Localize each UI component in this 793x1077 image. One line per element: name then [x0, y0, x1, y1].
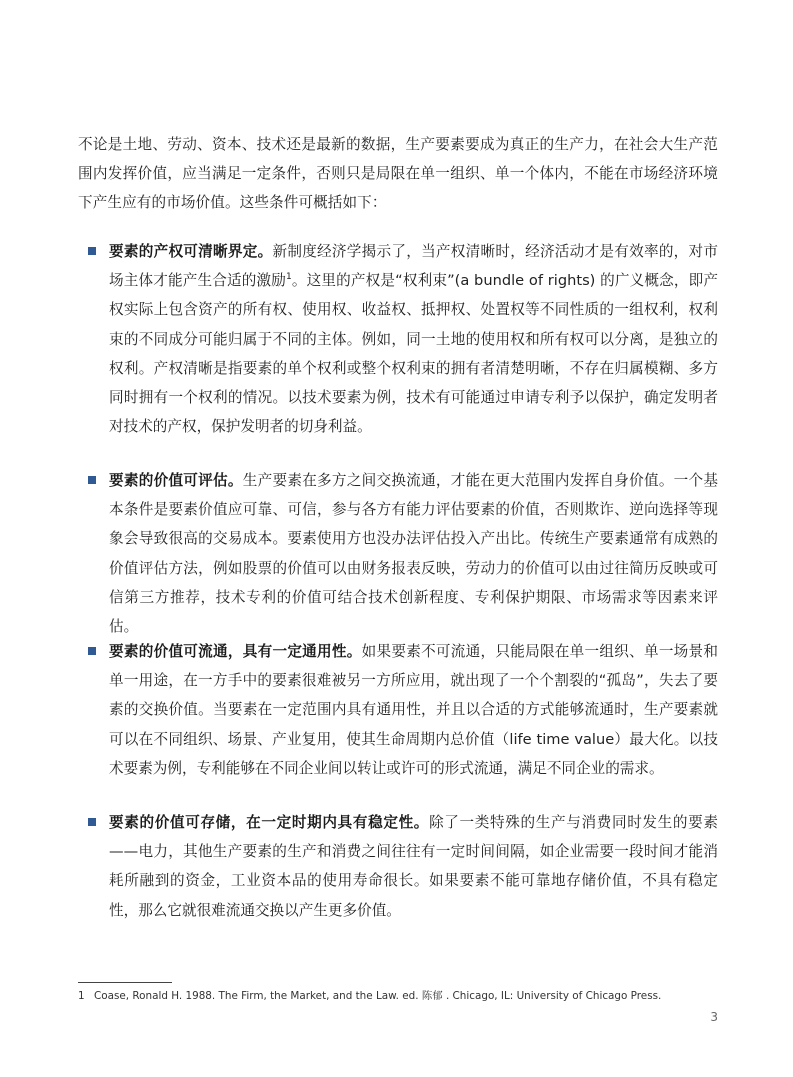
- list-item-property-rights: [88, 237, 718, 441]
- footnote-number: 1: [78, 990, 85, 1002]
- list-item-value-circulable: [88, 637, 718, 783]
- footnote-text: Coase, Ronald H. 1988. The Firm, the Market, and the Law. ed. 陈郁 . Chicago, IL: University of Chicago Press.: [94, 990, 662, 1002]
- footnote: [78, 989, 718, 1003]
- list-item-value-storable: [88, 808, 718, 925]
- list-item-text: [109, 808, 718, 925]
- footnote-divider: [78, 982, 172, 983]
- list-item-title: 要素的价值可流通，具有一定通用性。: [109, 643, 362, 660]
- list-item-title: 要素的产权可清晰界定。: [109, 243, 273, 260]
- intro-paragraph: 不论是土地、劳动、资本、技术还是最新的数据，生产要素要成为真正的生产力，在社会大生产范围内发挥价值，应当满足一定条件，否则只是局限在单一组织、单一个体内，不能在市场经济环境下产生应有的市场价值。这些条件可概括如下：: [78, 136, 718, 211]
- list-item-body: 除了一类特殊的生产与消费同时发生的要素——电力，其他生产要素的生产和消费之间往往有一定时间间隔，如企业需要一段时间才能消耗所融到的资金，工业资本品的使用寿命很长。如果要素不能可靠地存储价值，不具有稳定性，那么它就很难流通交换以产生更多价值。: [109, 814, 718, 919]
- list-item-body-continued: 。这里的产权是“权利束”(a bundle of rights) 的广义概念，即产权实际上包含资产的所有权、使用权、收益权、抵押权、处置权等不同性质的一组权利，权利束的不同成分可能归属于不同的主体。例如，同一土地的使用权和所有权可以分离，是独立的权利。产权清晰是指要素的单个权利或整个权利束的拥有者清楚明晰，不存在归属模糊、多方同时拥有一个权利的情况。以技术要素为例，技术有可能通过申请专利予以保护，确定发明者对技术的产权，保护发明者的切身利益。: [109, 272, 718, 436]
- square-bullet-icon: [88, 247, 96, 255]
- square-bullet-icon: [88, 476, 96, 484]
- list-item-body: 生产要素在多方之间交换流通，才能在更大范围内发挥自身价值。一个基本条件是要素价值应可靠、可信，参与各方有能力评估要素的价值，否则欺诈、逆向选择等现象会导致很高的交易成本。要素使用方也没办法评估投入产出比。传统生产要素通常有成熟的价值评估方法，例如股票的价值可以由财务报表反映，劳动力的价值可以由过往简历反映或可信第三方推荐，技术专利的价值可结合技术创新程度、专利保护期限、市场需求等因素来评估。: [109, 472, 718, 636]
- list-item-text: [109, 637, 718, 783]
- list-item-text: [109, 237, 718, 441]
- list-item-value-evaluable: [88, 466, 718, 641]
- footnote-reference[interactable]: 1: [285, 272, 292, 283]
- list-item-body: 新制度经济学揭示了，当产权清晰时，经济活动才是有效率的，对市场主体才能产生合适的激励: [109, 243, 718, 290]
- list-item-body: 如果要素不可流通，只能局限在单一组织、单一场景和单一用途，在一方手中的要素很难被另一方所应用，就出现了一个个割裂的“孤岛”，失去了要素的交换价值。当要素在一定范围内具有通用性，并且以合适的方式能够流通时，生产要素就可以在不同组织、场景、产业复用，使其生命周期内总价值（life time value）最大化。以技术要素为例，专利能够在不同企业间以转让或许可的形式流通，满足不同企业的需求。: [109, 643, 718, 777]
- list-item-title: 要素的价值可评估。: [109, 472, 243, 489]
- square-bullet-icon: [88, 818, 96, 826]
- square-bullet-icon: [88, 647, 96, 655]
- list-item-title: 要素的价值可存储，在一定时期内具有稳定性。: [109, 814, 430, 831]
- page-number: 3: [710, 1010, 718, 1024]
- list-item-text: [109, 466, 718, 641]
